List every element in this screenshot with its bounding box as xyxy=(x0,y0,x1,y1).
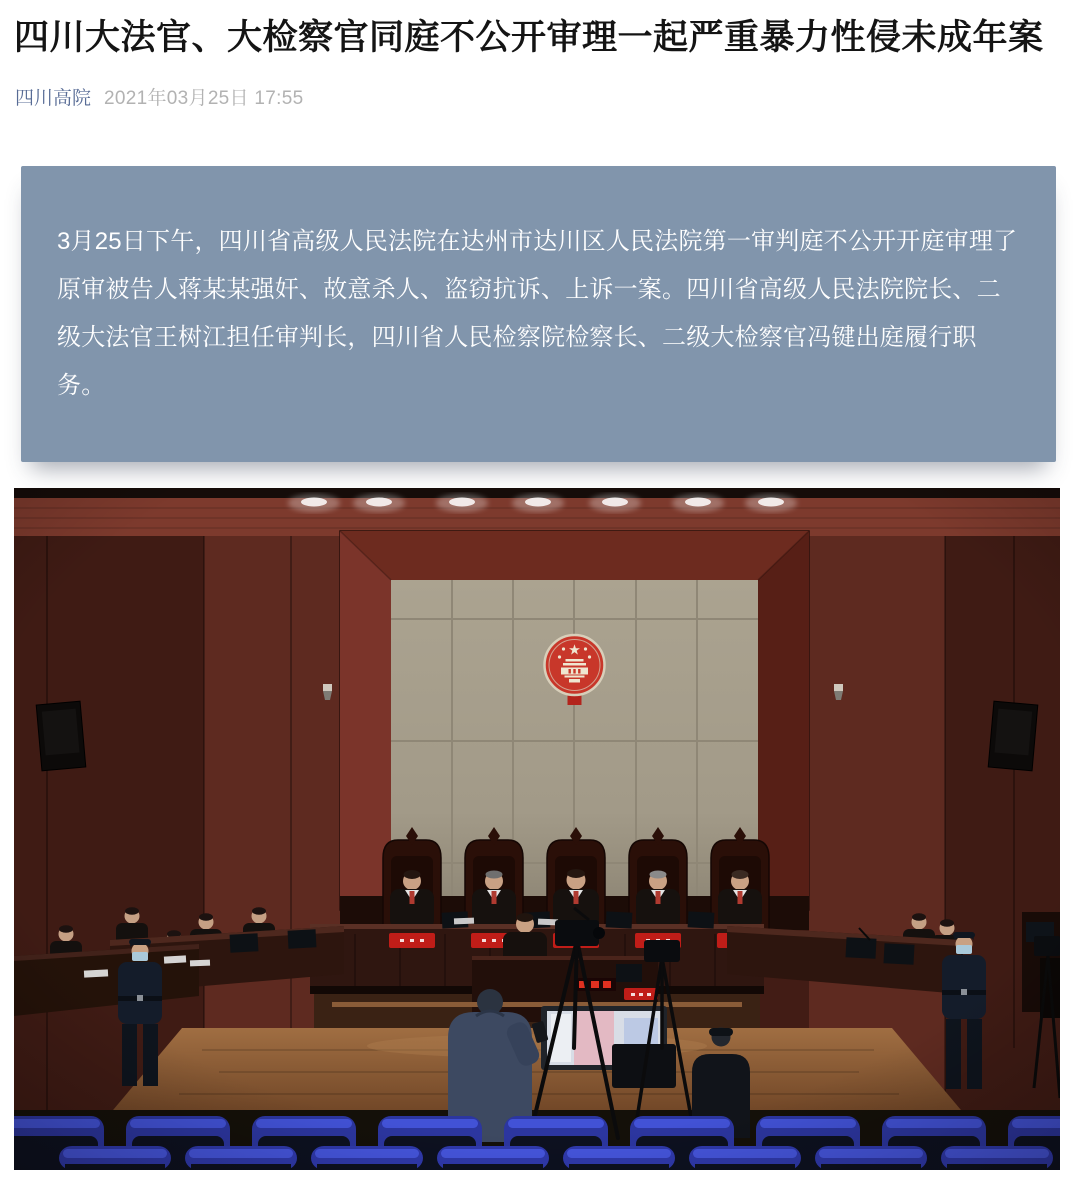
summary-text: 3月25日下午，四川省高级人民法院在达州市达川区人民法院第一审判庭不公开开庭审理了原审被告人蒋某某强奸、故意杀人、盗窃抗诉、上诉一案。四川省高级人民法院院长、二级大法官王树江担任审判长，四川省人民检察院检察长、二级大检察官冯键出庭履行职务。 xyxy=(57,228,1018,400)
courtroom-photo[interactable] xyxy=(14,488,1060,1170)
photo-vignette xyxy=(14,488,1060,1170)
summary-card xyxy=(21,166,1056,462)
byline xyxy=(15,83,1060,110)
page-title: 四川大法官、大检察官同庭不公开审理一起严重暴力性侵未成年案 xyxy=(14,18,1044,57)
source-link[interactable]: 四川高院 xyxy=(15,88,92,110)
publish-date: 2021年03月25日 17:55 xyxy=(104,88,304,110)
